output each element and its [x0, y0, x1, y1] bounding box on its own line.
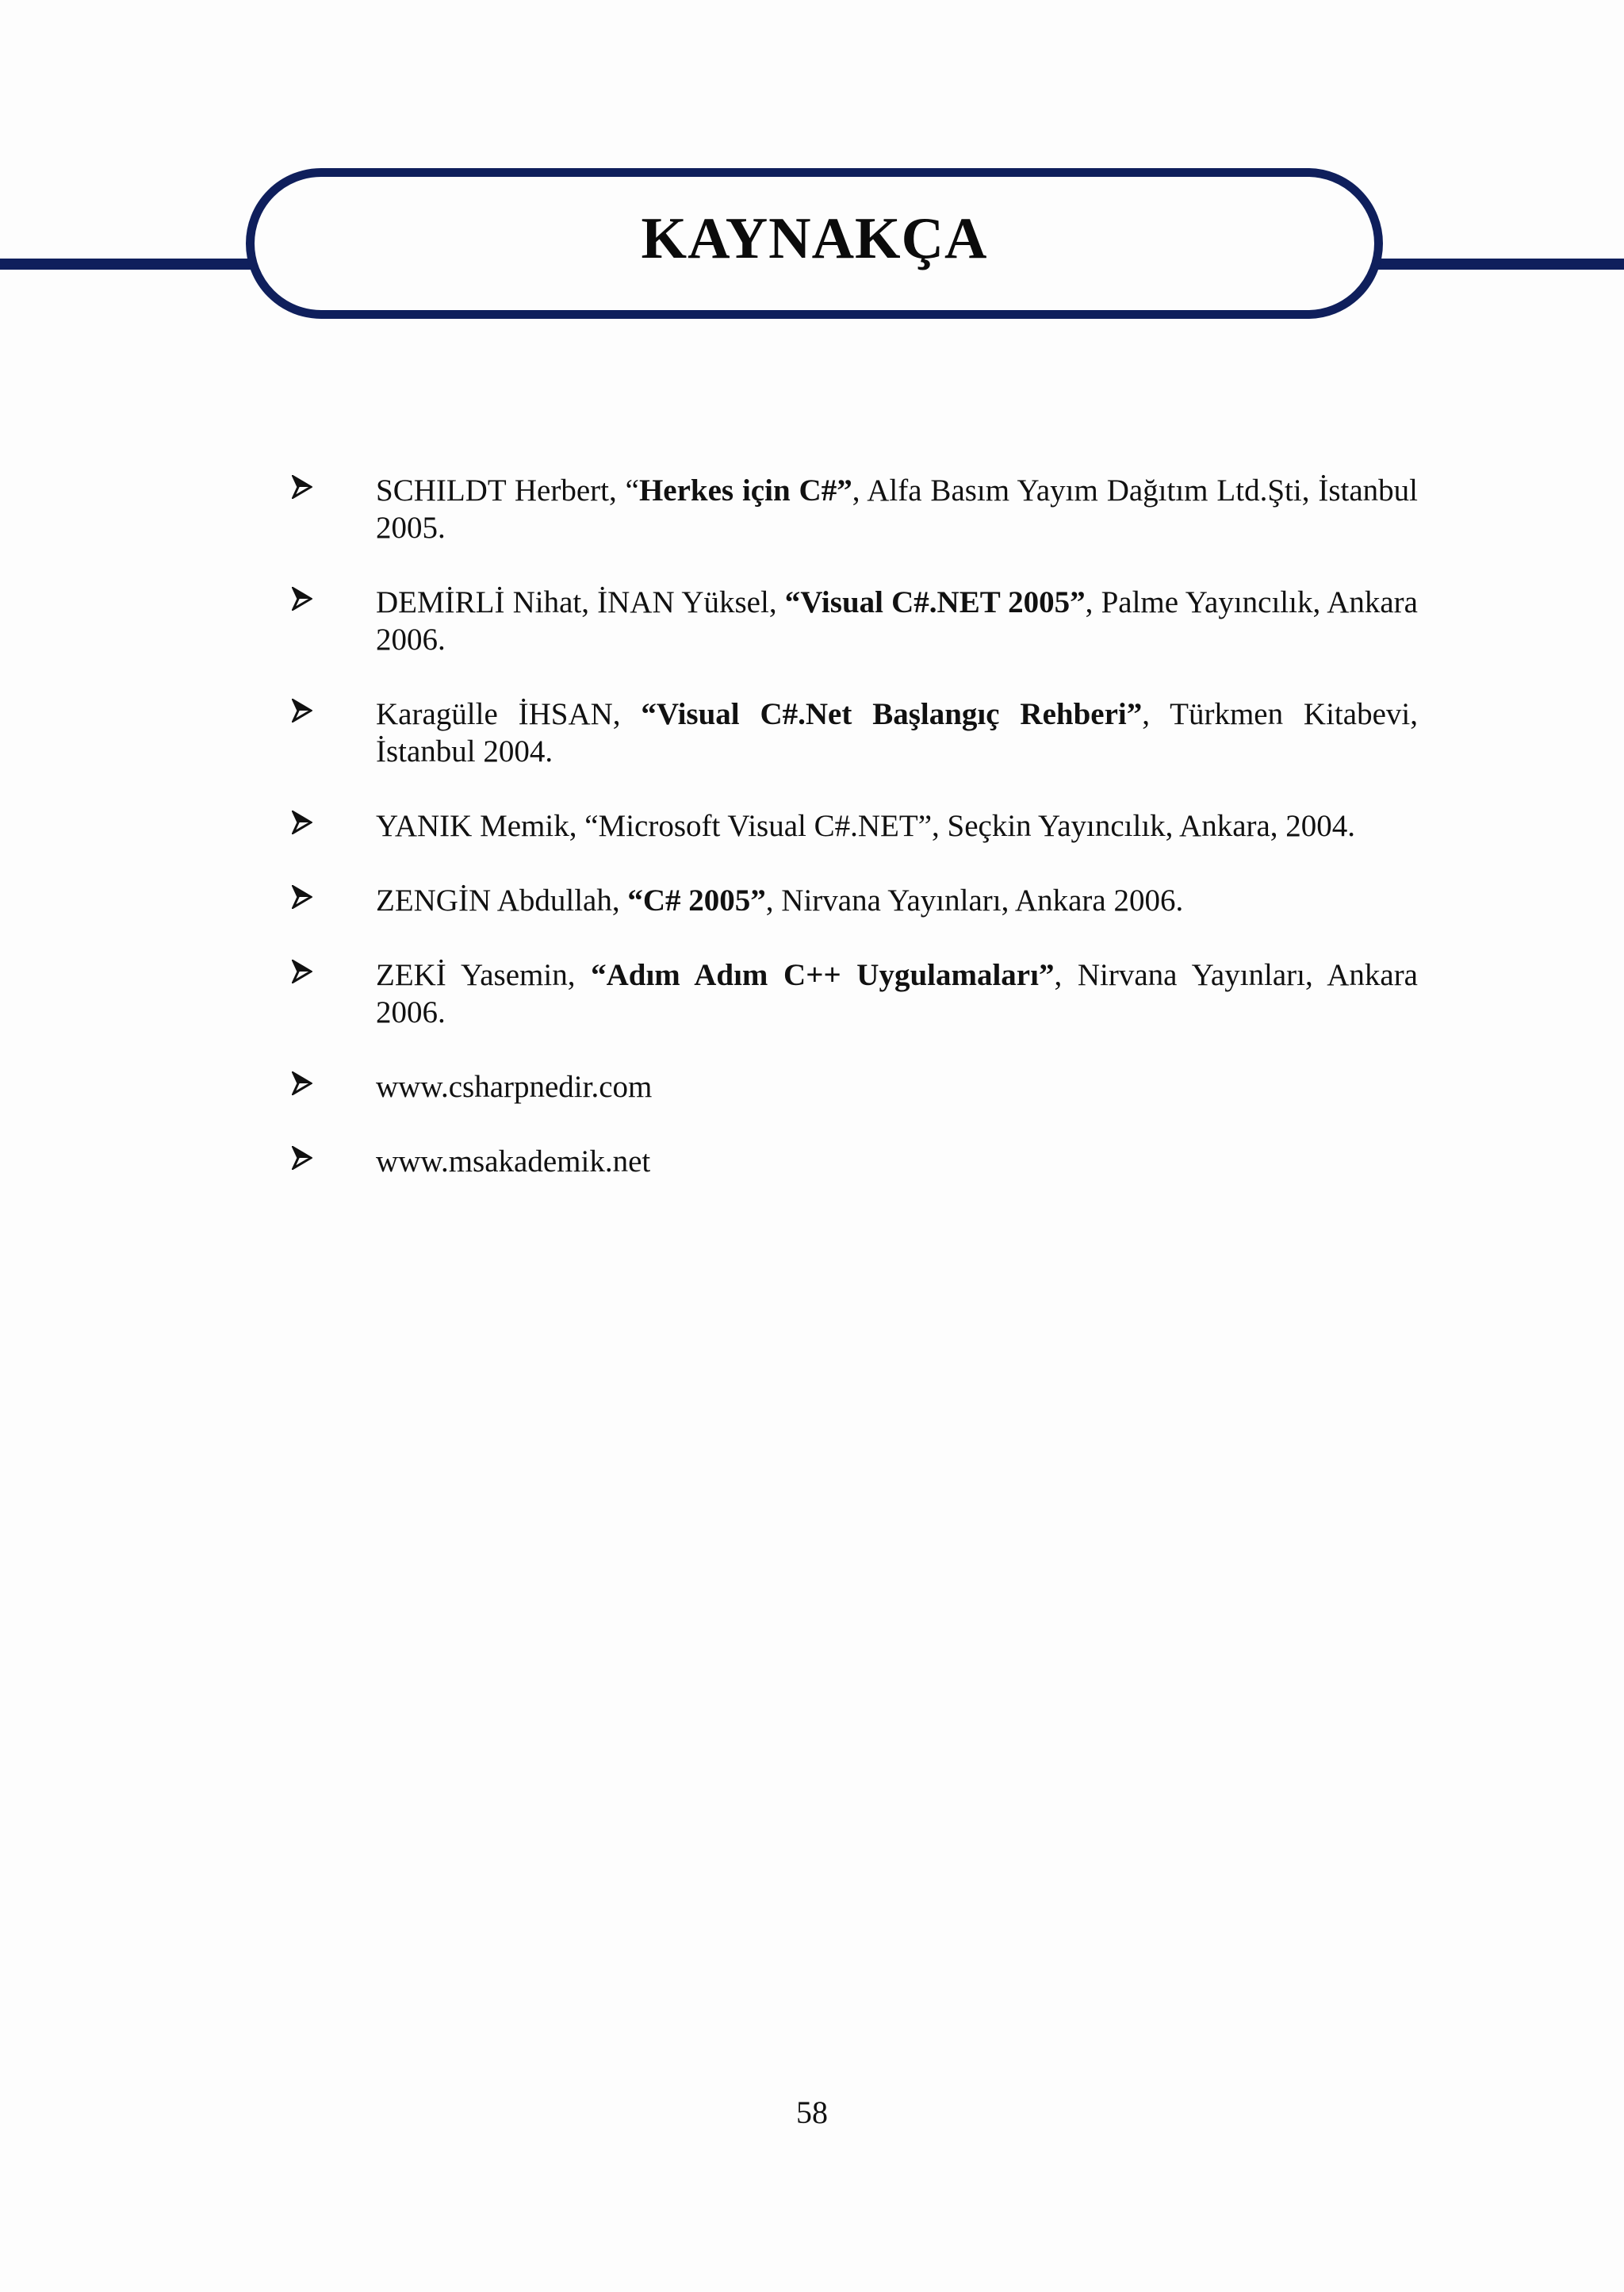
reference-title: “Visual C#.Net Başlangıç Rehberi”: [641, 697, 1143, 731]
arrowhead-bullet-icon: [292, 699, 312, 722]
reference-title: “Adım Adım C++ Uygulamaları”: [591, 958, 1055, 992]
reference-item: [292, 1143, 1418, 1180]
reference-title: Herkes için C#”: [638, 473, 852, 508]
reference-text-part: , Alfa Basım Yayım Dağıtım Ltd.Şti, İstanbul 2005.: [376, 473, 1418, 545]
arrowhead-bullet-icon: [292, 475, 312, 499]
arrowhead-bullet-icon: [292, 811, 312, 834]
reference-text-part: SCHILDT Herbert, “: [376, 473, 639, 508]
reference-url[interactable]: www.csharpnedir.com: [376, 1070, 653, 1104]
reference-item: [292, 956, 1418, 1031]
arrowhead-bullet-icon: [292, 885, 312, 909]
reference-text-part: DEMİRLİ Nihat, İNAN Yüksel,: [376, 585, 785, 619]
title-banner: [246, 168, 1383, 319]
header-rule-left: [0, 259, 254, 270]
reference-text-part: ZENGİN Abdullah,: [376, 883, 628, 918]
reference-title: “C# 2005”: [627, 883, 766, 918]
reference-item: [292, 584, 1418, 658]
reference-title: “Visual C#.NET 2005”: [784, 585, 1086, 619]
arrowhead-bullet-icon: [292, 960, 312, 983]
reference-text-part: , Palme Yayıncılık, Ankara 2006.: [376, 585, 1418, 657]
reference-url[interactable]: www.msakademik.net: [376, 1144, 651, 1179]
reference-text-part: YANIK Memik, “Microsoft Visual C#.NET”, Seçkin Yayıncılık, Ankara, 2004.: [376, 809, 1356, 843]
reference-text-part: Karagülle İHSAN,: [376, 697, 642, 731]
reference-text-part: , Nirvana Yayınları, Ankara 2006.: [765, 883, 1184, 918]
reference-item: [292, 472, 1418, 546]
reference-text-part: , Nirvana Yayınları, Ankara 2006.: [376, 958, 1418, 1029]
arrowhead-bullet-icon: [292, 1146, 312, 1170]
arrowhead-bullet-icon: [292, 587, 312, 611]
reference-list: [292, 472, 1418, 1217]
page-title: KAYNAKÇA: [641, 205, 988, 271]
reference-item: [292, 882, 1418, 919]
reference-item: [292, 696, 1418, 770]
arrowhead-bullet-icon: [292, 1071, 312, 1095]
reference-item: [292, 807, 1418, 845]
header-rule-right: [1376, 259, 1624, 270]
reference-item: [292, 1068, 1418, 1106]
reference-text-part: ZEKİ Yasemin,: [376, 958, 592, 992]
reference-text-part: , Türkmen Kitabevi, İstanbul 2004.: [376, 697, 1418, 768]
page-number: 58: [796, 2095, 828, 2130]
